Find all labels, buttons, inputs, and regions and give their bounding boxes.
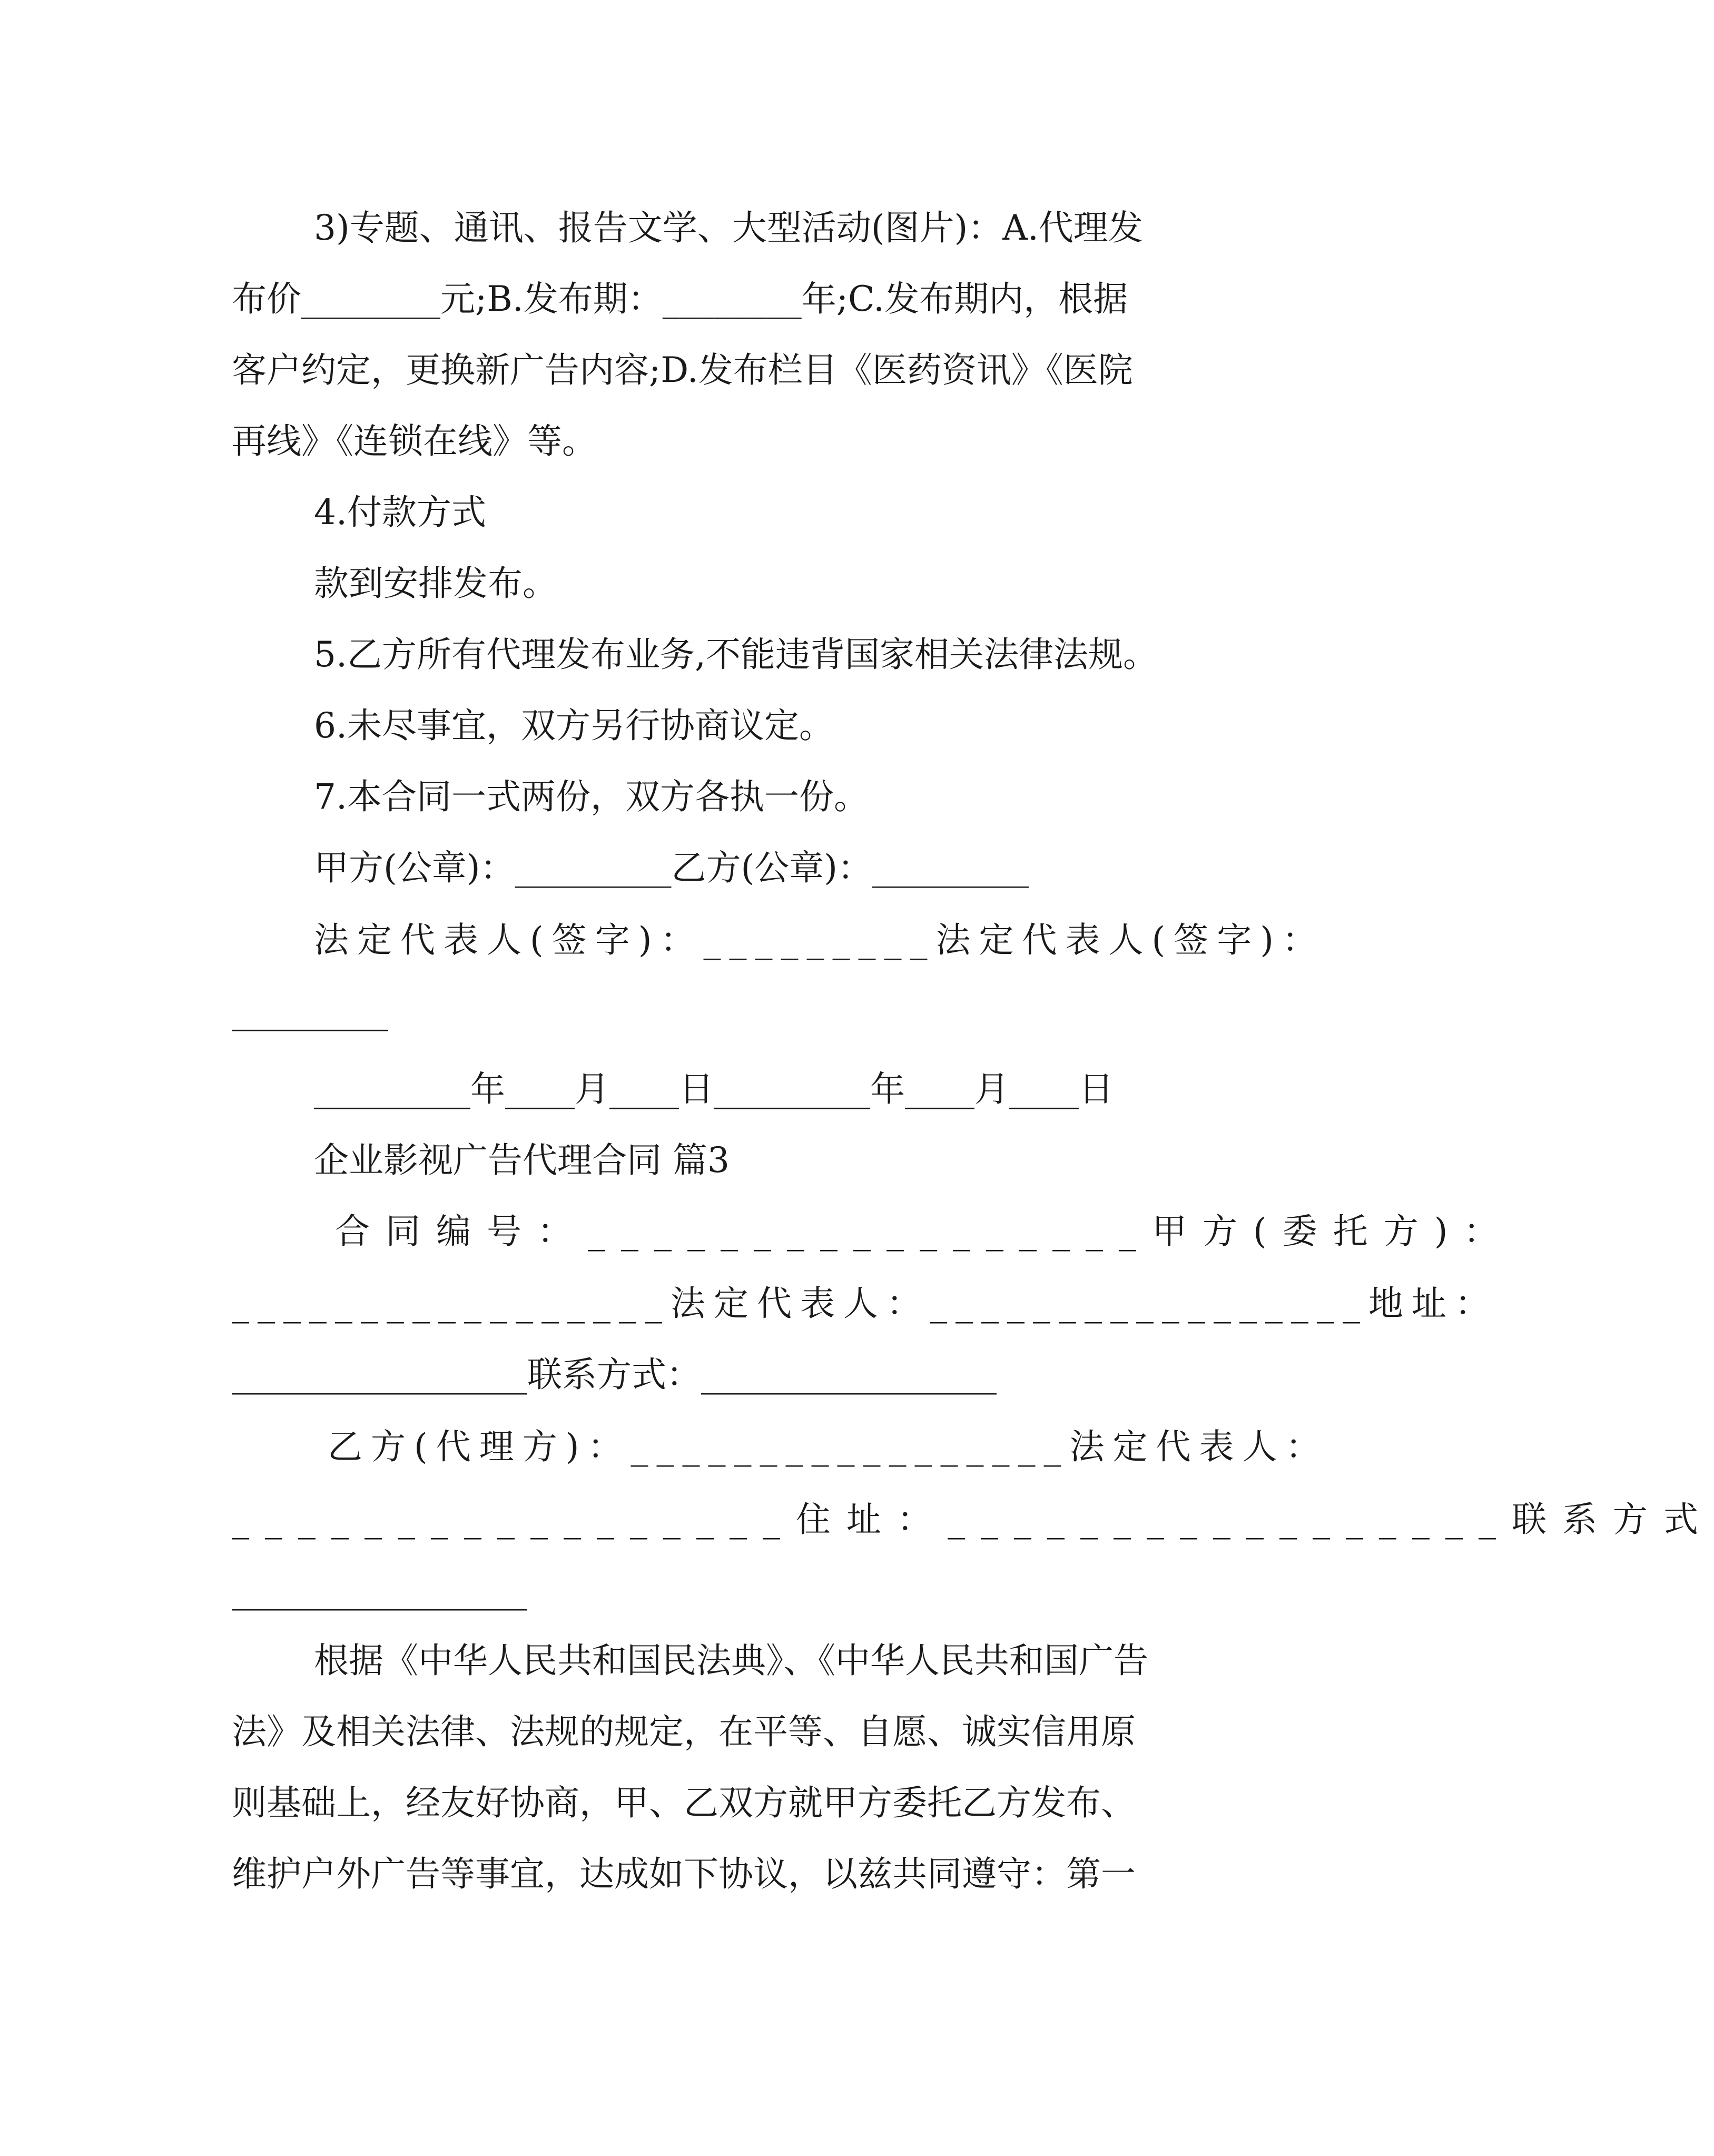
preamble-line: 则基础上，经友好协商，甲、乙双方就甲方委托乙方发布、 <box>232 1783 1136 1823</box>
party-b-address-line: _________________住址：_________________联系方式 <box>232 1499 1714 1540</box>
party-b-line: 乙方(代理方)：_________________法定代表人： <box>328 1426 1329 1467</box>
clause: 5.乙方所有代理发布业务,不能违背国家相关法律法规。 <box>314 634 1158 675</box>
signature-line-seal: 甲方(公章)：_________乙方(公章)：_________ <box>314 848 1029 888</box>
preamble-line: 根据《中华人民共和国民法典》、《中华人民共和国广告 <box>314 1640 1148 1681</box>
clause: 7.本合同一式两份，双方各执一份。 <box>314 776 869 817</box>
signature-line-representative: 法定代表人(签字)：_________法定代表人(签字)： <box>314 920 1325 960</box>
preamble-line: 法》及相关法律、法规的规定，在平等、自愿、诚实信用原 <box>232 1711 1136 1752</box>
clause: 6.未尽事宜，双方另行协商议定。 <box>314 705 834 746</box>
text-line: 再线》《连锁在线》等。 <box>232 421 597 461</box>
contract-number-line: 合同编号：_________________甲方(委托方)： <box>335 1211 1514 1252</box>
party-a-line: _________________法定代表人：_________________地址： <box>232 1283 1498 1324</box>
date-line: _________年____月____日_________年____月____日 <box>314 1069 1114 1109</box>
text-line: 客户约定，更换新广告内容;D.发布栏目《医药资讯》《医院 <box>232 350 1133 390</box>
signature-line-continuation: _________ <box>232 991 388 1031</box>
section-heading: 4.付款方式 <box>314 492 486 533</box>
party-b-contact-continuation: _________________ <box>232 1570 527 1611</box>
party-a-contact-line: _________________联系方式：_________________ <box>232 1354 997 1395</box>
section-title: 企业影视广告代理合同 篇3 <box>314 1140 730 1180</box>
text-line: 3)专题、通讯、报告文学、大型活动(图片)：A.代理发 <box>314 208 1143 248</box>
preamble-line: 维护户外广告等事宜，达成如下协议，以兹共同遵守：第一 <box>232 1854 1136 1894</box>
text-line: 款到安排发布。 <box>314 563 557 604</box>
text-line: 布价________元;B.发布期：________年;C.发布期内，根据 <box>232 279 1128 319</box>
